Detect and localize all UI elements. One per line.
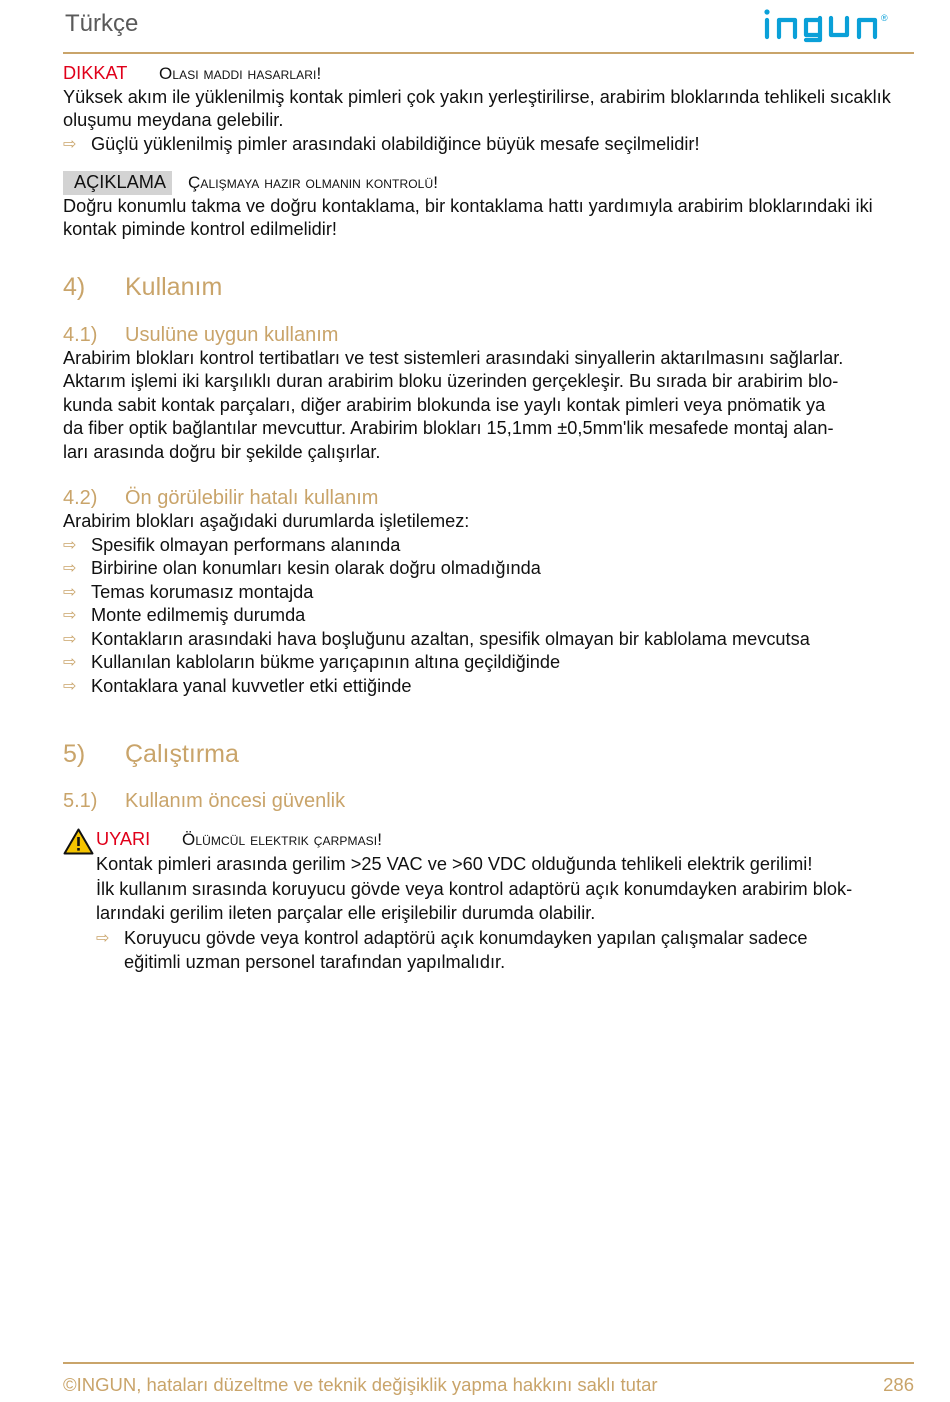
- caution-heading: Olası maddi hasarları!: [159, 64, 322, 83]
- language-title: Türkçe: [65, 10, 139, 37]
- arrow-right-icon: ⇨: [63, 630, 77, 648]
- section-5-heading: [63, 739, 914, 769]
- subsection-number: 5.1): [63, 790, 98, 812]
- warning-line: İlk kullanım sırasında koruyucu gövde veya kontrol adaptörü açık konumdayken arabirim blok-: [96, 879, 853, 899]
- arrow-right-icon: ⇨: [63, 536, 77, 554]
- warning-notice: [63, 828, 914, 974]
- warning-action-cont: eğitimli uzman personel tarafından yapılmalıdır.: [124, 951, 506, 972]
- note-keyword: AÇIKLAMA: [63, 171, 172, 195]
- paragraph-line: Arabirim blokları kontrol tertibatları ve test sistemleri arasındaki sinyallerin aktarılmasını sağlarlar.: [63, 347, 844, 368]
- section-4-1-heading: [63, 323, 914, 347]
- warning-heading: Ölümcül elektrik çarpması!: [182, 830, 383, 849]
- caution-body: Yüksek akım ile yüklenilmiş kontak pimleri çok yakın yerleştirilirse, arabirim bloklarında tehlikeli sıcaklık oluşumu meydana gelebilir.: [63, 86, 891, 130]
- list-item: [63, 557, 914, 581]
- arrow-right-icon: ⇨: [63, 607, 77, 624]
- subsection-title: Usulüne uygun kullanım: [125, 323, 339, 346]
- header-rule: [63, 52, 914, 54]
- page-header: [63, 0, 914, 54]
- caution-keyword: DIKKAT: [63, 63, 128, 83]
- logo-dot: [764, 9, 769, 14]
- ingun-logo: [762, 4, 914, 44]
- section-number: 5): [63, 740, 86, 768]
- list-item: [63, 651, 914, 675]
- warning-line: Kontak pimleri arasında gerilim >25 VAC ve >60 VDC olduğunda tehlikeli elektrik gerilimi!: [96, 853, 813, 874]
- list-item-text: Kullanılan kabloların bükme yarıçapının altına geçildiğinde: [91, 652, 561, 672]
- section-4-heading: [63, 272, 914, 302]
- caution-notice: [63, 62, 914, 156]
- section-4-2-intro: Arabirim blokları aşağıdaki durumlarda işletilemez:: [63, 511, 470, 531]
- warning-line: larındaki gerilim ileten parçalar elle erişilebilir durumda olabilir.: [96, 902, 596, 923]
- section-4-2-heading: [63, 486, 914, 510]
- arrow-right-icon: ⇨: [63, 677, 77, 695]
- arrow-right-icon: ⇨: [63, 135, 77, 153]
- arrow-right-icon: ⇨: [63, 583, 77, 601]
- subsection-number: 4.2): [63, 487, 98, 509]
- list-item: [63, 581, 914, 605]
- warning-triangle-icon: [63, 828, 94, 855]
- list-item: [63, 534, 914, 558]
- paragraph-line: kunda sabit kontak parçaları, diğer arabirim blokunda ise yaylı kontak pimleri veya pnömatik ya: [63, 394, 826, 415]
- warning-keyword: UYARI: [96, 829, 151, 849]
- section-title: Kullanım: [125, 272, 223, 301]
- section-5-1-heading: [63, 789, 914, 813]
- footer-rule: [63, 1362, 914, 1364]
- subsection-title: Ön görülebilir hatalı kullanım: [125, 487, 379, 509]
- copyright-text: ©INGUN, hataları düzeltme ve teknik değişiklik yapma hakkını saklı tutar: [63, 1374, 658, 1395]
- list-item-text: Monte edilmemiş durumda: [91, 605, 306, 625]
- note-notice: [63, 171, 914, 242]
- arrow-right-icon: ⇨: [63, 560, 77, 577]
- list-item-text: Birbirine olan konumları kesin olarak doğru olmadığında: [91, 558, 541, 578]
- page-content: [63, 62, 914, 974]
- list-item: [63, 628, 914, 652]
- list-item: [63, 604, 914, 628]
- list-item-text: Kontaklara yanal kuvvetler etki ettiğinde: [91, 675, 412, 696]
- page-number: 286: [883, 1374, 914, 1395]
- caution-action: Güçlü yüklenilmiş pimler arasındaki olabildiğince büyük mesafe seçilmelidir!: [91, 133, 700, 154]
- subsection-number: 4.1): [63, 323, 98, 346]
- list-item: [63, 675, 914, 699]
- section-title: Çalıştırma: [125, 740, 239, 768]
- misuse-list: [63, 534, 914, 699]
- logo-registered-mark: ®: [881, 13, 888, 23]
- arrow-right-icon: ⇨: [96, 930, 110, 947]
- section-4-1-body: [63, 347, 914, 465]
- list-item-text: Kontakların arasındaki hava boşluğunu azaltan, spesifik olmayan bir kablolama mevcutsa: [91, 628, 810, 649]
- section-number: 4): [63, 272, 86, 301]
- paragraph-line: Aktarım işlemi iki karşılıklı duran arabirim bloku üzerinden gerçekleşir. Bu sırada bir arabirim blo-: [63, 371, 839, 391]
- list-item-text: Spesifik olmayan performans alanında: [91, 534, 401, 555]
- paragraph-line: ları arasında doğru bir şekilde çalışırlar.: [63, 441, 381, 462]
- paragraph-line: da fiber optik bağlantılar mevcuttur. Arabirim blokları 15,1mm ±0,5mm'lik mesafede montaj alan-: [63, 418, 834, 438]
- note-heading: Çalışmaya hazır olmanın kontrolü!: [187, 173, 439, 192]
- warning-action: Koruyucu gövde veya kontrol adaptörü açık konumdayken yapılan çalışmalar sadece: [124, 928, 808, 948]
- list-item-text: Temas korumasız montajda: [91, 581, 314, 602]
- arrow-right-icon: ⇨: [63, 654, 77, 671]
- subsection-title: Kullanım öncesi güvenlik: [125, 790, 346, 812]
- note-body: Doğru konumlu takma ve doğru kontaklama, bir kontaklama hattı yardımıyla arabirim bloklarındaki iki kontak piminde kontrol edilmelidir!: [63, 195, 873, 239]
